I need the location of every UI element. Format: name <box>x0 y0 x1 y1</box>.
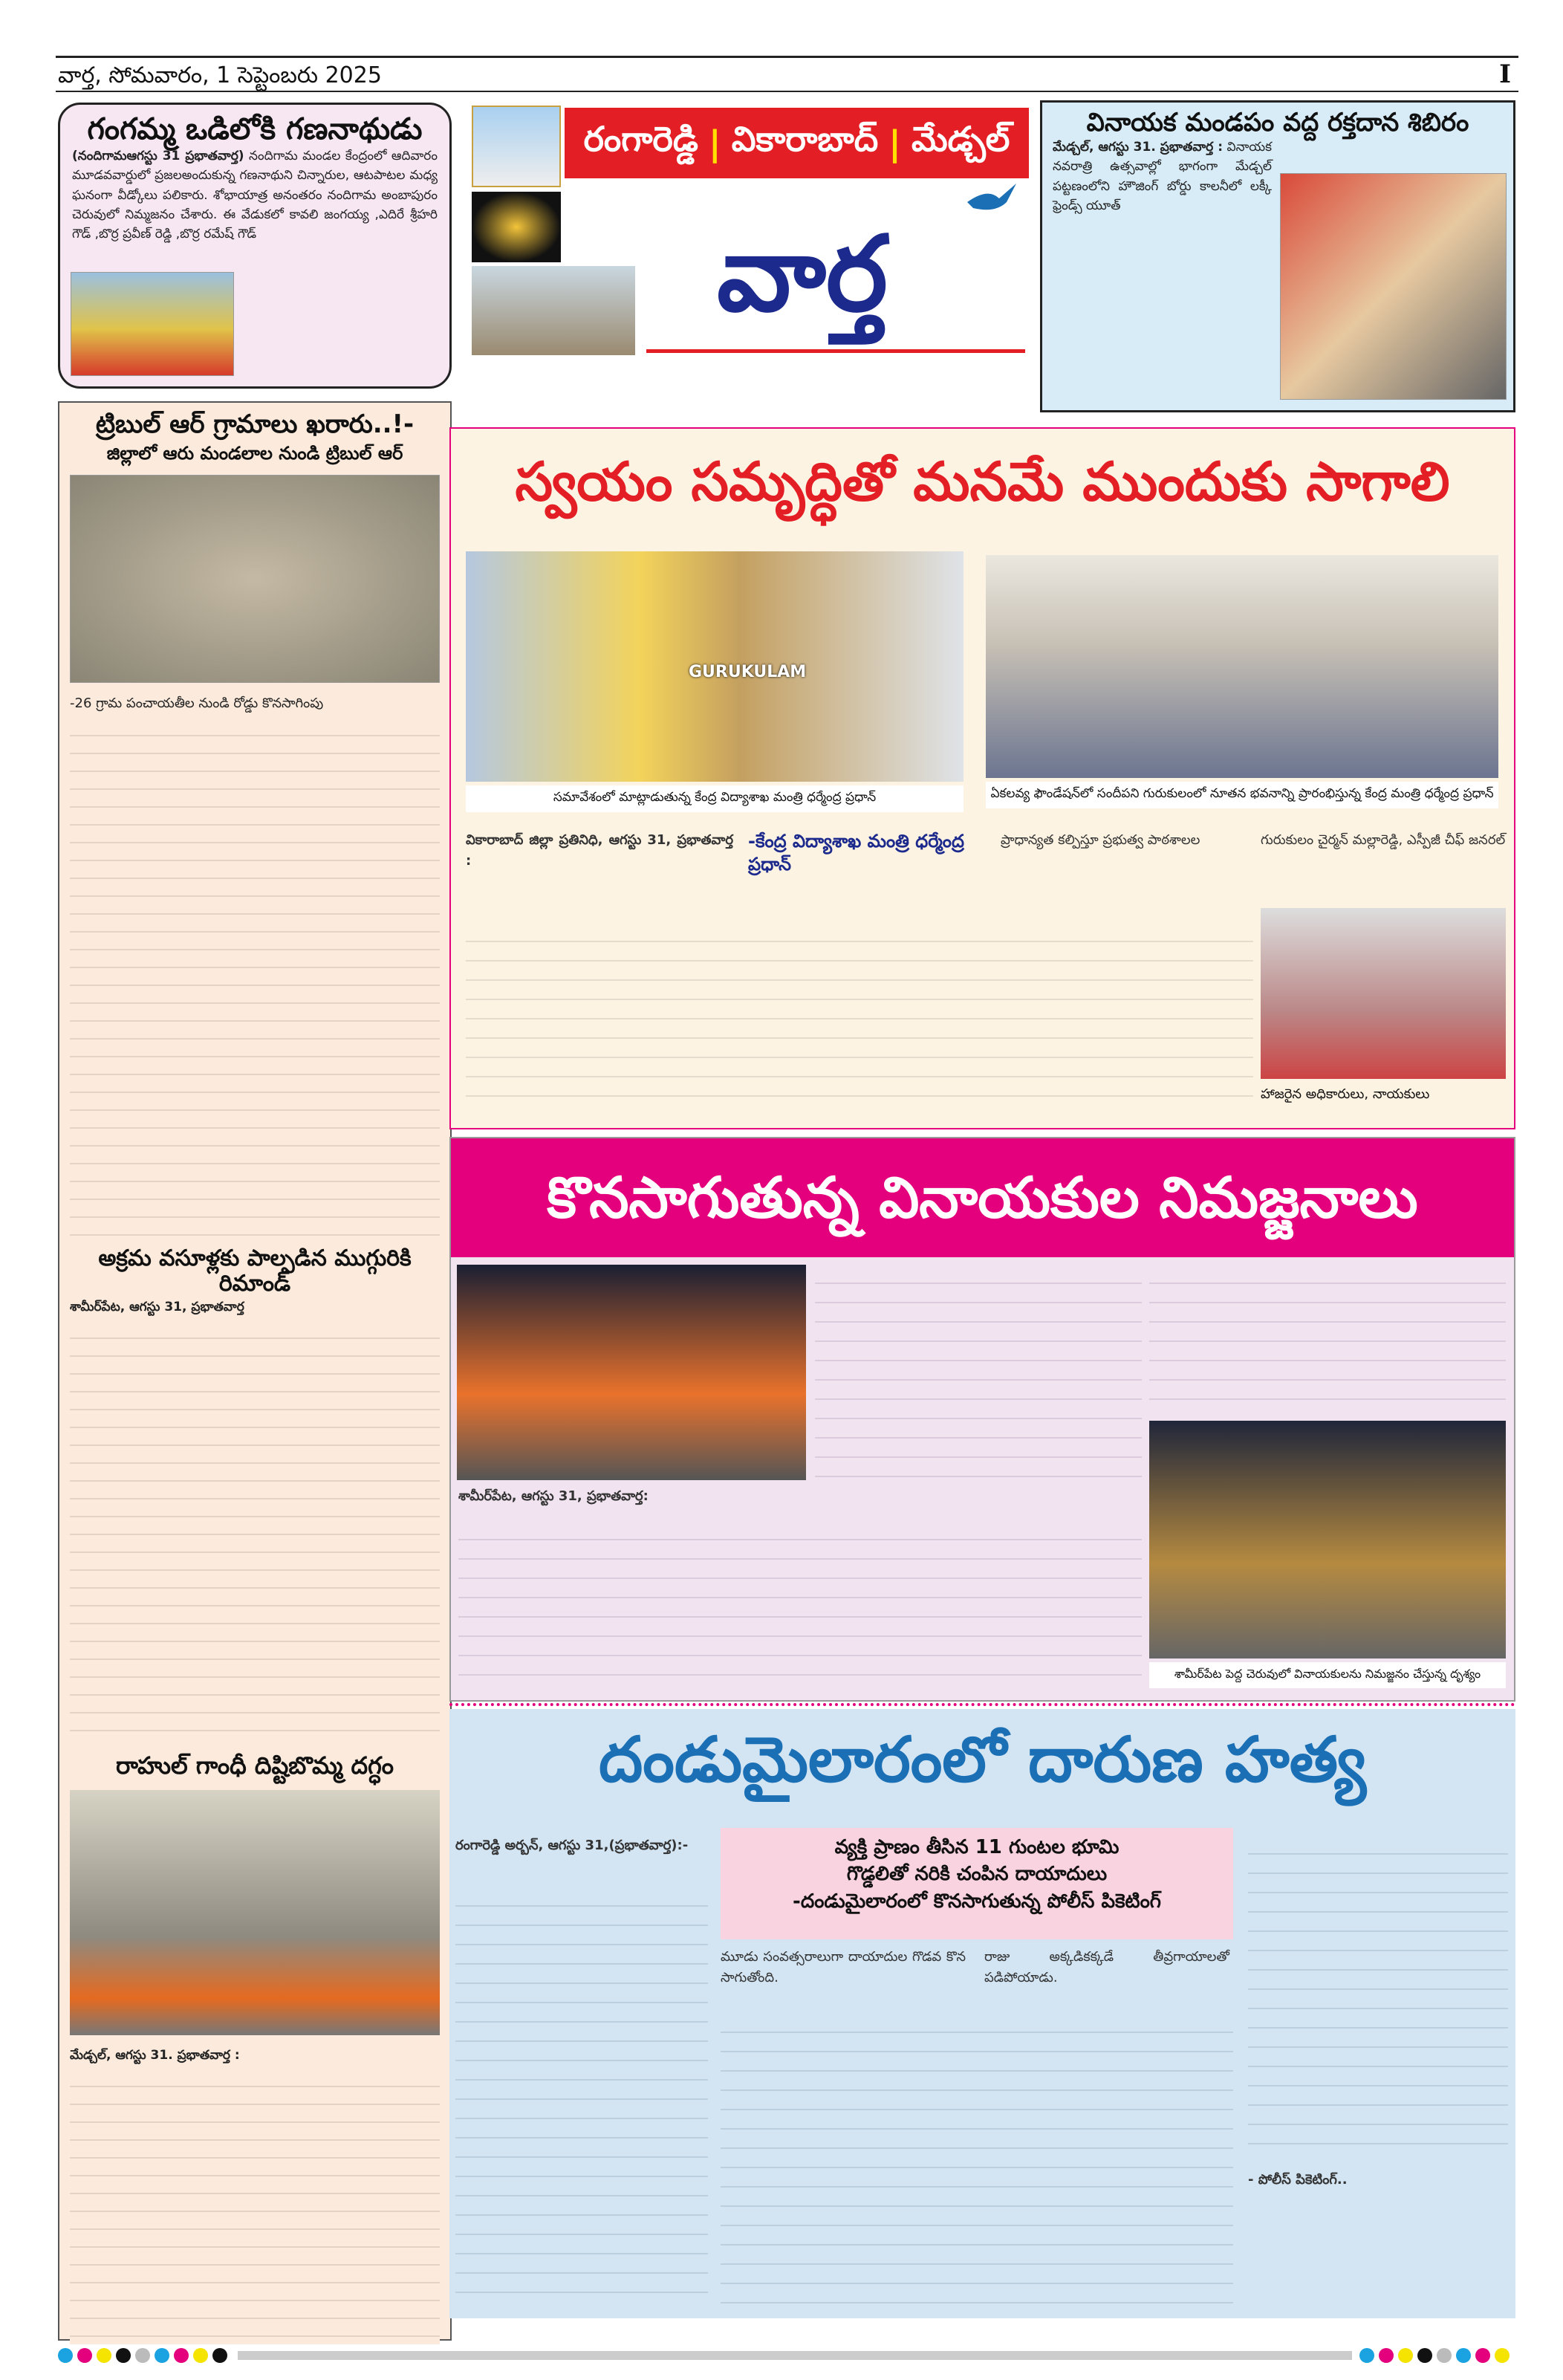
deity-photo <box>472 192 561 262</box>
murder-body-3 <box>1248 1835 1508 2155</box>
ganesh-story <box>449 1137 1515 1702</box>
triple-r-body <box>70 719 440 1239</box>
immersion-caption: శామీర్‌పేట పెద్ద చెరువులో వినాయకులను నిమజ్జనం చేస్తున్న దృశ్యం <box>1149 1662 1506 1688</box>
blood-camp-photo <box>1280 173 1507 400</box>
triple-r-headline: ట్రిబుల్ ఆర్ గ్రామాలు ఖరారు..!- <box>95 409 415 439</box>
gangamma-story <box>58 103 452 389</box>
temple-photo <box>472 106 561 187</box>
district-medchal: మేడ్చల్ <box>911 118 1010 159</box>
dateline: మేడ్చల్, ఆగస్టు 31. ప్రభాతవార్త : <box>1053 140 1224 155</box>
ganesh-body-2 <box>815 1265 1142 1480</box>
officials-photo <box>1261 908 1506 1079</box>
murder-story <box>449 1709 1515 2318</box>
immersion-photo-2 <box>1149 1421 1506 1658</box>
dateline: శామీర్‌పేట, ఆగస్టు 31, ప్రభాతవార్త: <box>458 1488 649 1504</box>
rahul-photo <box>70 1790 440 2035</box>
page-number: I <box>1499 59 1511 89</box>
dateline: శామీర్‌పేట, ఆగస్టు 31, ప్రభాతవార్త <box>70 1299 244 1314</box>
main-col3-text: గురుకులం చైర్మన్ మల్లారెడ్డి, ఎస్పీజీ చీఫ్ జనరల్ <box>1261 832 1506 848</box>
dateline: రంగారెడ్డి అర్బన్, ఆగస్టు 31,(ప్రభాతవార్త):- <box>455 1838 689 1853</box>
dateline: మేడ్చల్, ఆగస్టు 31. ప్రభాతవార్త : <box>70 2047 240 2063</box>
murder-body-1 <box>455 1887 708 2303</box>
rahul-body <box>70 2069 440 2344</box>
logo-underline <box>646 349 1025 353</box>
district-rangareddy: రంగారెడ్డి <box>583 118 698 159</box>
registration-marks-right <box>1359 2348 1510 2363</box>
masthead-date: వార్త, సోమవారం, 1 సెప్టెంబరు 2025 <box>58 62 382 88</box>
remand-body <box>70 1321 440 1745</box>
newspaper-logo: వార్త <box>717 214 888 335</box>
top-rule <box>56 56 1518 58</box>
triple-r-subhead: జిల్లాలో ఆరు మండలాల నుండి ట్రిబుల్ ఆర్ <box>106 443 403 464</box>
ganesh-headline: కొనసాగుతున్న వినాయకుల నిమజ్జనాలు <box>451 1138 1514 1257</box>
murder-text-1: మూడు సంవత్సరాలుగా దాయాదుల గొడవ కొన సాగుతోంది. <box>721 1949 966 1985</box>
picketing-kicker: - పోలీస్ పికెటింగ్.. <box>1248 2172 1348 2188</box>
ganesh-body-3 <box>1149 1265 1506 1413</box>
registration-bar <box>238 2351 1352 2360</box>
dateline: (నందిగామఆగస్టు 31 ప్రభాతవార్త) <box>72 149 244 163</box>
murder-body-2 <box>721 2014 1233 2303</box>
triple-r-kicker: -26 గ్రామ పంచాయతీల నుండి రోడ్డు కొనసాగింపు <box>70 695 324 711</box>
left-column <box>58 401 452 2341</box>
inauguration-photo <box>986 555 1498 778</box>
rahul-headline: రాహుల్ గాంధీ దిష్టిబొమ్మ దగ్ధం <box>116 1751 394 1780</box>
district-vikarabad: వికారాబాద్ <box>731 118 879 159</box>
main-col-text: ప్రాధాన్యత కల్పిస్తూ ప్రభుత్వ పాఠశాలల <box>1001 832 1200 848</box>
blood-camp-headline: వినాయక మండపం వద్ద రక్తదాన శిబిరం <box>1086 108 1469 137</box>
remand-headline: అక్రమ వసూళ్లకు పాల్పడిన ముగ్గురికి రిమాండ్ <box>98 1245 412 1297</box>
district-banner: రంగారెడ్డి | వికారాబాద్ | మేడ్చల్ <box>565 108 1029 178</box>
dove-logo-icon <box>966 180 1018 224</box>
photo2-caption: ఏకలవ్య ఫౌండేషన్‌లో సందీపని గురుకులంలో నూతన భవనాన్ని ప్రారంభిస్తున్న కేంద్ర మంత్రి ధర్మేంద్ర ప్రధాన్ <box>986 782 1498 808</box>
gangamma-headline: గంగమ్మ ఒడిలోకి గణనాథుడు <box>87 112 423 146</box>
triple-r-map <box>70 475 440 683</box>
registration-marks-left <box>58 2348 227 2363</box>
photo3-caption: హాజరైన అధికారులు, నాయకులు <box>1261 1086 1430 1102</box>
blood-camp-story <box>1040 100 1515 412</box>
subhead: వ్యక్తి ప్రాణం తీసిన 11 గుంటల భూమి <box>834 1836 1120 1858</box>
pullquote: -కేంద్ర విద్యాశాఖ మంత్రి ధర్మేంద్ర ప్రధాన్ <box>748 831 964 875</box>
subhead: -దండుమైలారంలో కొనసాగుతున్న పోలీస్ పికెటింగ్ <box>793 1890 1161 1913</box>
story-text: వినాయక నవరాత్రి ఉత్సవాల్లో భాగంగా మేడ్చల్ పట్టణంలోని హౌజింగ్ బోర్డు కాలనీలో లక్కీ ఫ్రెండ్స్ యూత్ <box>1053 140 1272 214</box>
ganesh-body <box>458 1521 1142 1688</box>
main-story <box>449 427 1515 1129</box>
landscape-photo <box>472 266 635 355</box>
dateline: వికారాబాద్ జిల్లా ప్రతినిధి, ఆగస్టు 31, ప్రభాతవార్త : <box>466 832 733 869</box>
header-rule <box>56 91 1518 92</box>
gurukulam-banner: GURUKULAM <box>689 663 807 681</box>
murder-headline: దండుమైలారంలో దారుణ హత్య <box>598 1723 1367 1796</box>
murder-subheads <box>721 1828 1233 1939</box>
main-body <box>466 923 1253 1112</box>
subhead: గొడ్డలితో నరికి చంపిన దాయాదులు <box>846 1863 1108 1886</box>
main-headline: స్వయం సమృద్ధితో మనమే ముందుకు సాగాలి <box>515 450 1450 513</box>
immersion-photo-1 <box>457 1265 806 1480</box>
murder-text-2: రాజు అక్కడికక్కడే తీవ్రగాయాలతో పడిపోయాడు. <box>984 1949 1229 1985</box>
photo1-caption: సమావేశంలో మాట్లాడుతున్న కేంద్ర విద్యాశాఖ మంత్రి ధర్మేంద్ర ప్రధాన్ <box>466 785 964 812</box>
story-text: నందిగామ మండల కేంద్రంలో ఆదివారం మూడవవార్డులో ప్రజలఅందుకున్న గణనాథుని చిన్నారుల, ఆటపాటల మధ్య ఘనంగా వీడ్కోలు పలికారు. శోభాయాత్ర అనంతరం నందిగామ అంబాపురం చెరువులో నిమ్మజనం చేశారు. ఈ వేడుకలో కావలి జంగయ్య ,ఎదిరే శ్రీహరి గౌడ్ ,బొర్ర ప్రవీణ్ రెడ్డి ,బొర్ర రమేష్ గౌడ్ <box>72 149 438 242</box>
minister-speech-photo <box>466 551 964 782</box>
dotted-divider <box>449 1703 1515 1706</box>
gangamma-photo <box>71 272 234 376</box>
